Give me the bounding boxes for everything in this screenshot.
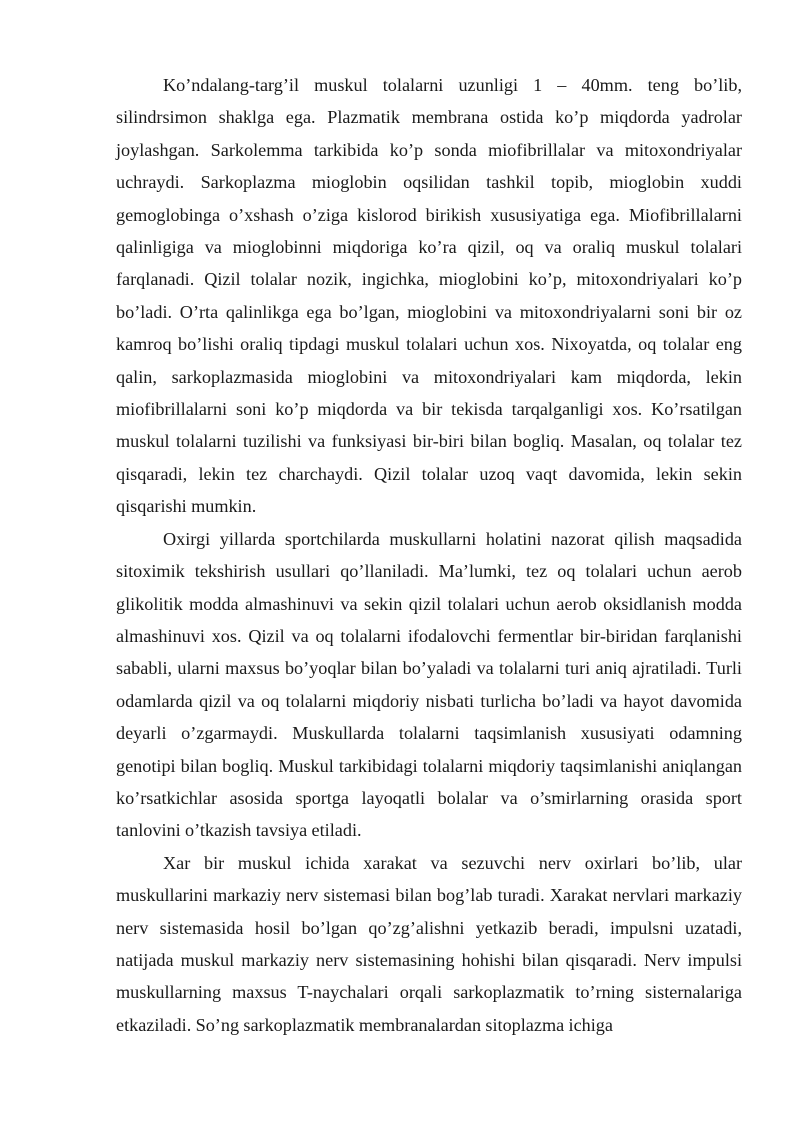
paragraph-muscle-fiber-types: Ko’ndalang-targ’il muskul tolalarni uzunligi 1 – 40mm. teng bo’lib, silindrsimon shaklga ega. Plazmatik membrana ostida ko’p miqdorda yadrolar joylashgan. Sarkolemma tarkibida ko’p sonda miofibrillalar va mitoxondriyalar uchraydi. Sarkoplazma mioglobin oqsilidan tashkil topib, mioglobin xuddi gemoglobinga o’xshash o’ziga kislorod birikish xususiyatiga ega. Miofibrillalarni qalinligiga va mioglobinni miqdoriga ko’ra qizil, oq va oraliq muskul tolalari farqlanadi. Qizil tolalar nozik, ingichka, mioglobini ko’p, mitoxondriyalari ko’p bo’ladi. O’rta qalinlikga ega bo’lgan, mioglobini va mitoxondriyalarni soni bir oz kamroq bo’lishi oraliq tipdagi muskul tolalari uchun xos. Nixoyatda, oq tolalar eng qalin, sarkoplazmasida mioglobini va mitoxondriyalari kam miqdorda, lekin miofibrillalarni soni ko’p miqdorda va bir tekisda tarqalganligi xos. Ko’rsatilgan muskul tolalarni tuzilishi va funksiyasi bir-biri bilan bogliq. Masalan, oq tolalar tez qisqaradi, lekin tez charchaydi. Qizil tolalar uzoq vaqt davomida, lekin sekin qisqarishi mumkin. [116,75,742,517]
paragraph-cytochemical-testing: Oxirgi yillarda sportchilarda muskullarni holatini nazorat qilish maqsadida sitoximik tekshirish usullari qo’llaniladi. Ma’lumki, tez oq tolalari uchun aerob glikolitik modda almashinuvi va sekin qizil tolalari uchun aerob oksidlanish modda almashinuvi xos. Qizil va oq tolalarni ifodalovchi fermentlar bir-biridan farqlanishi sababli, ularni maxsus bo’yoqlar bilan bo’yaladi va tolalarni turi aniq ajratiladi. Turli odamlarda qizil va oq tolalarni miqdoriy nisbati turlicha bo’ladi va hayot davomida deyarli o’zgarmaydi. Muskullarda tolalarni taqsimlanish xususiyati odamning genotipi bilan bogliq. Muskul tarkibidagi tolalarni miqdoriy taqsimlanishi aniqlangan ko’rsatkichlar asosida sportga layoqatli bolalar va o’smirlarning orasida sport tanlovini o’tkazish tavsiya etiladi. [116,528,742,841]
document-body [116,69,742,1041]
paragraph-nerve-endings: Xar bir muskul ichida xarakat va sezuvchi nerv oxirlari bo’lib, ular muskullarini markaziy nerv sistemasi bilan bog’lab turadi. Xarakat nervlari markaziy nerv sistemasida hosil bo’lgan qo’zg’alishni yetkazib beradi, impulsni uzatadi, natijada muskul markaziy nerv sistemasining hohishi bilan qisqaradi. Nerv impulsi muskullarning maxsus T-naychalari orqali sarkoplazmatik to’rning sisternalariga etkaziladi. So’ng sarkoplazmatik membranalardan sitoplazma ichiga [116,852,742,1035]
